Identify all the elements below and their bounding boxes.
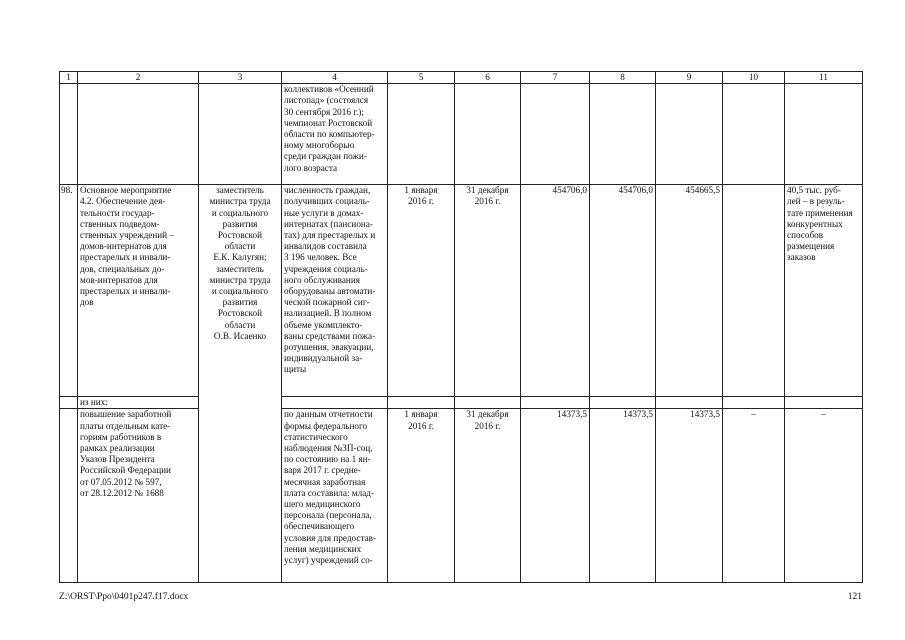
header-cell: 4 [282, 72, 388, 84]
header-cell: 11 [785, 72, 863, 84]
table-cell [60, 409, 78, 583]
measure-name: Основное мероприятие 4.2. Обеспечение дея- тельности государ- ственных подведом- ственных учреждений – домов-интернатов для престарелых и инвали- дов, специальных до- мов-интернатов для престарелых и инвали- дов [78, 185, 199, 397]
result-cell: по данным отчетности формы федерального статистического наблюдения №ЗП-соц, по состоянию на 1 ян- варя 2017 г. средне- месячная заработная плата составила: млад- шего медицинского персонала (персонала, обеспечивающего условия для предостав- ления медицинских услуг) учреждений со- [282, 409, 388, 583]
value-col10 [723, 185, 785, 397]
table-cell [455, 397, 521, 409]
table-cell [723, 397, 785, 409]
responsible-executor: заместитель министра труда и социального развития Ростовской области Е.К. Калугян; заместитель министра труда и социального развития Ростовской области О.В. Исаенко [199, 185, 282, 397]
table-row-sub [60, 409, 863, 583]
value-col7: 14373,5 [521, 409, 590, 583]
of-which-row [60, 397, 863, 409]
table-cell [521, 84, 590, 185]
footer-file-path: Z:\ORST\Ppo\0401p247.f17.docx [59, 592, 189, 602]
continuation-row [60, 84, 863, 185]
of-which-label: из них: [78, 397, 199, 409]
table-cell [199, 397, 282, 409]
row-number: 98. [60, 185, 78, 397]
table-cell [388, 84, 455, 185]
table-cell [60, 84, 78, 185]
table-cell [388, 397, 455, 409]
table-cell [656, 84, 723, 185]
end-date: 31 декабря 2016 г. [455, 409, 521, 583]
value-col9: 454665,5 [656, 185, 723, 397]
header-cell: 1 [60, 72, 78, 84]
table-cell [60, 397, 78, 409]
page-number: 121 [847, 592, 862, 602]
value-col8: 14373,5 [590, 409, 656, 583]
value-col11: 40,5 тыс. руб- лей – в резуль- тате применения конкурентных способов размещения заказов [785, 185, 863, 397]
table-cell [590, 397, 656, 409]
result-cell: коллективов «Осенний листопад» (состоялся 30 сентября 2016 г.); чемпионат Ростовской области по компьютер- ному многоборью среди граждан пожи- лого возраста [282, 84, 388, 185]
result-cell: численность граждан, получивших социаль- ные услуги в домах- интернатах (пансиона- тах) для престарелых и инвалидов составила 3 196 человек. Все учреждения социаль- ного обслуживания оборудованы автомати- ческой пожарной сиг- нализацией. В полном объеме укомплекто- ваны средствами пожа- ротушения, эвакуации, индивидуальной за- щиты [282, 185, 388, 397]
value-col9: 14373,5 [656, 409, 723, 583]
table-cell [656, 397, 723, 409]
header-cell: 3 [199, 72, 282, 84]
table-cell [199, 409, 282, 583]
header-cell: 6 [455, 72, 521, 84]
start-date: 1 января 2016 г. [388, 185, 455, 397]
header-row [60, 72, 863, 84]
table-cell [785, 397, 863, 409]
value-col11: – [785, 409, 863, 583]
table-cell [785, 84, 863, 185]
table-cell [78, 84, 199, 185]
start-date: 1 января 2016 г. [388, 409, 455, 583]
header-cell: 5 [388, 72, 455, 84]
header-cell: 9 [656, 72, 723, 84]
table-cell [282, 397, 388, 409]
value-col7: 454706,0 [521, 185, 590, 397]
header-cell: 10 [723, 72, 785, 84]
value-col8: 454706,0 [590, 185, 656, 397]
table-cell [199, 84, 282, 185]
report-table [59, 71, 863, 583]
table-cell [455, 84, 521, 185]
header-cell: 2 [78, 72, 199, 84]
value-col10: – [723, 409, 785, 583]
table-cell [521, 397, 590, 409]
end-date: 31 декабря 2016 г. [455, 185, 521, 397]
table-row-98 [60, 185, 863, 397]
header-cell: 7 [521, 72, 590, 84]
table-cell [723, 84, 785, 185]
header-cell: 8 [590, 72, 656, 84]
measure-name: повышение заработной платы отдельным кате- гориям работников в рамках реализации Указов Президента Российской Федерации от 07.05.2012 № 597, от 28.12.2012 № 1688 [78, 409, 199, 583]
table-cell [590, 84, 656, 185]
